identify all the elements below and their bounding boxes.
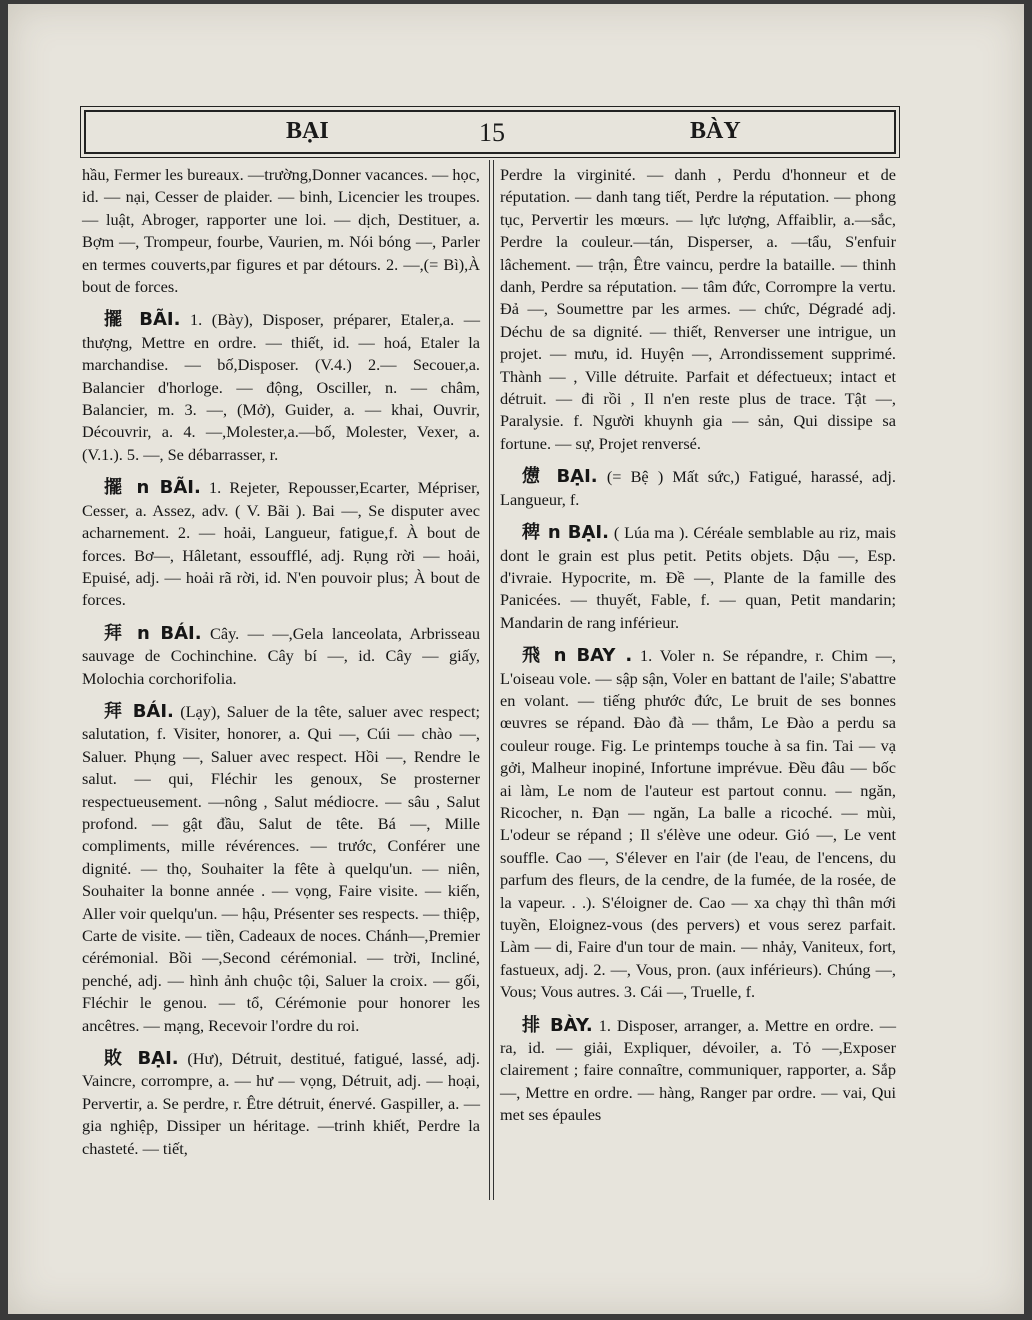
entry-headword: 排 BÀY.: [522, 1014, 593, 1036]
entry-text: 1. Voler n. Se répandre, r. Chim —, L'oiseau vole. — sập sận, Voler en battant de l'aile; S'abattre en volant. — tiếng phước đức, Le bruit de ses bonnes œuvres se répand. Đào đà — thắm, Le Đào a perdu sa couleur rouge. Fig. Le printemps touche à sa fin. Tai — vạ gởi, Malheur inopiné, Infortune imprévue. Đều đâu — bốc ai làm, Le nom de l'auteur est partout connu. — ngăn, Ricocher, n. Đạn — ngăn, La balle a ricoché. — mùi, L'odeur se répand ; Il s'élève une odeur. Gió —, Le vent souffle. Cao —, S'élever en l'air (de l'eau, de l'encens, du parfum des fleurs, de la cendre, de la fumée, de la rosée, de la vapeur. . .). S'éloigner de. Cao — xa chạy thì thân mới tuyền, Eloignez-vous (des pervers) et vous serez parfait. Làm — di, Faire d'un tour de main. — nhảy, Vaniteux, fort, fastueux, adj. 2. —, Vous, pron. (aux inférieurs). Chúng —, Vous; Vous autres. 3. Cái —, Truelle, f.: [500, 646, 896, 1002]
entry: [82, 623, 480, 690]
entry: [500, 164, 896, 455]
entry-text: hầu, Fermer les bureaux. —trường,Donner vacances. — học, id. — nại, Cesser de plaider. — binh, Licencier les troupes. — luật, Abroger, rapporter une loi. — dịch, Destituer, a. Bợm —, Trompeur, fourbe, Vaurien, m. Nói bóng —, Parler en termes couverts,par figures et par détours. 2. —,(= Bì),À bout de forces.: [82, 165, 480, 297]
entry: [82, 309, 480, 466]
entry: [500, 522, 896, 634]
left-column: [82, 164, 480, 1171]
entry: [500, 645, 896, 1004]
entry-text: (Hư), Détruit, destitué, fatigué, lassé, adj. Vaincre, corrompre, a. — hư — vọng, Détruit, adj. — hoại, Pervertir, a. Se perdre, r. Être détruit, énervé. Gaspiller, a. — gia nghiệp, Dissiper un héritage. —trinh khiết, Perdre la chasteté. — tiết,: [82, 1049, 481, 1158]
entry-headword: 稗 n BẠI.: [522, 522, 609, 544]
entry-headword: 敗 BẠI.: [104, 1048, 179, 1070]
entry-headword: 擺 BÃI.: [104, 309, 181, 331]
entry: [82, 164, 480, 298]
entry-headword: 拜 BÁI.: [104, 700, 174, 722]
entry: [500, 466, 896, 511]
entry-text: 1. (Bày), Disposer, préparer, Etaler,a. — thượng, Mettre en ordre. — thiết, id. — hoá, Etaler la marchandise. — bố,Disposer. (V.4.) 2.— Secouer,a. Balancier d'horloge. — động, Osciller, n. — châm, Balancier, m. 3. —, (Mở), Guider, a. — khai, Ouvrir, Découvrir, a. 4. —,Molester,a.—bố, Molester, Vexer, a. (V.1.). 5. —, Se débarrasser, r.: [82, 310, 481, 464]
entry-text: ( Lúa ma ). Céréale semblable au riz, mais dont le grain est plus petit. Petits objets. Dậu —, Esp. d'ivraie. Hypocrite, m. Đề —, Plante de la famille des Panicées. — thuyết, Fable, f. — quan, Petit mandarin; Mandarin de rang inférieur.: [500, 523, 896, 632]
entry: [82, 477, 480, 611]
entry-text: (= Bệ ) Mất sức,) Fatigué, harassé, adj. Langueur, f.: [500, 467, 897, 509]
entry-text: 1. Disposer, arranger, a. Mettre en ordre. — ra, id. — giải, Expliquer, dévoiler, a. Tỏ —,Exposer clairement ; faire connaître, communiquer, rapporter, a. Sắp —, Mettre en ordre. — hàng, Ranger par ordre. — vai, Qui met ses épaules: [500, 1015, 896, 1125]
entry: [500, 1015, 896, 1127]
right-column: [500, 164, 896, 1138]
column-divider: [489, 160, 490, 1200]
page-header: [84, 110, 896, 154]
dictionary-page: [8, 4, 1024, 1314]
entry-text: Cây. — —,Gela lanceolata, Arbrisseau sauvage de Cochinchine. Cây bí —, id. Cây — giấy, Molochia corchorifolia.: [82, 623, 480, 688]
header-left-headword: BẠI: [286, 118, 329, 144]
entry-headword: 飛 n BAY .: [522, 645, 633, 667]
entry-headword: 憊 BẠI.: [522, 466, 598, 488]
entry-text: Perdre la virginité. — danh , Perdu d'honneur et de réputation. — danh tang tiết, Perdre la réputation. — phong tục, Pervertir les mœurs. — lực lượng, Affaiblir, a.—sắc, Perdre la couleur.—tán, Disperser, a. —tẩu, S'enfuir lâchement. — trận, Être vaincu, perdre la bataille. — thinh danh, Perdre sa réputation. — tâm đức, Corrompre la vertu. Đả —, Soumettre par les armes. — chức, Dégradé adj. Déchu de sa dignité. — thiết, Renverser une intrigue, un projet. — mưu, id. Huyện —, Arrondissement supprimé. Thành — , Ville détruite. Parfait et défectueux; intact et détruit. — đi rồi , Il n'en reste plus de trace. Tật —, Paralysie. f. Người khuynh gia — sản, Qui dissipe sa fortune. — sự, Projet renversé.: [500, 165, 896, 453]
entry-headword: 拜 n BÁI.: [104, 622, 202, 644]
entry-text: (Lạy), Saluer de la tête, saluer avec respect; salutation, f. Visiter, honorer, a. Qui —, Cúi — chào —, Saluer. Phụng —, Saluer avec respect. Hồi —, Rendre le salut. — qui, Fléchir les genoux, Se prosterner respectueusement. —nông , Salut médiocre. — sâu , Salut profond. — gật đầu, Salut de tête. Bá —, Mille compliments, mille révérences. — trước, Conférer une dignité. — thọ, Souhaiter la fête à quelqu'un. — niên, Souhaiter la bonne année . — vọng, Faire visite. — kiến, Aller voir quelqu'un. — hậu, Présenter ses respects. — thiệp, Carte de visite. — tiền, Cadeaux de noces. Chánh—,Premier cérémonial. Bồi —,Second cérémonial. — trời, Incliné, penché, adj. — hình ảnh chuộc tội, Saluer la croix. — gối, Fléchir le genou. — tổ, Cérémonie pour honorer les ancêtres. — mạng, Recevoir l'ordre du roi.: [82, 701, 481, 1035]
entry: [82, 1048, 480, 1160]
column-divider-inner: [493, 160, 494, 1200]
entry-text: 1. Rejeter, Repousser,Ecarter, Mépriser, Cesser, a. Assez, adv. ( V. Bãi ). Bai —, Se disputer avec acharnement. 2. — hoải, Langueur, fatigue,f. À bout de forces. Bơ—, Hâletant, essoufflé, adj. Rụng rời — hoải, Epuisé, adj. — hoải rã rời, id. N'en pouvoir plus; À bout de forces.: [82, 478, 480, 610]
entry-headword: 擺 n BÃI.: [104, 477, 201, 499]
page-number: 15: [479, 118, 505, 147]
header-right-headword: BÀY: [690, 118, 741, 144]
entry: [82, 701, 480, 1037]
